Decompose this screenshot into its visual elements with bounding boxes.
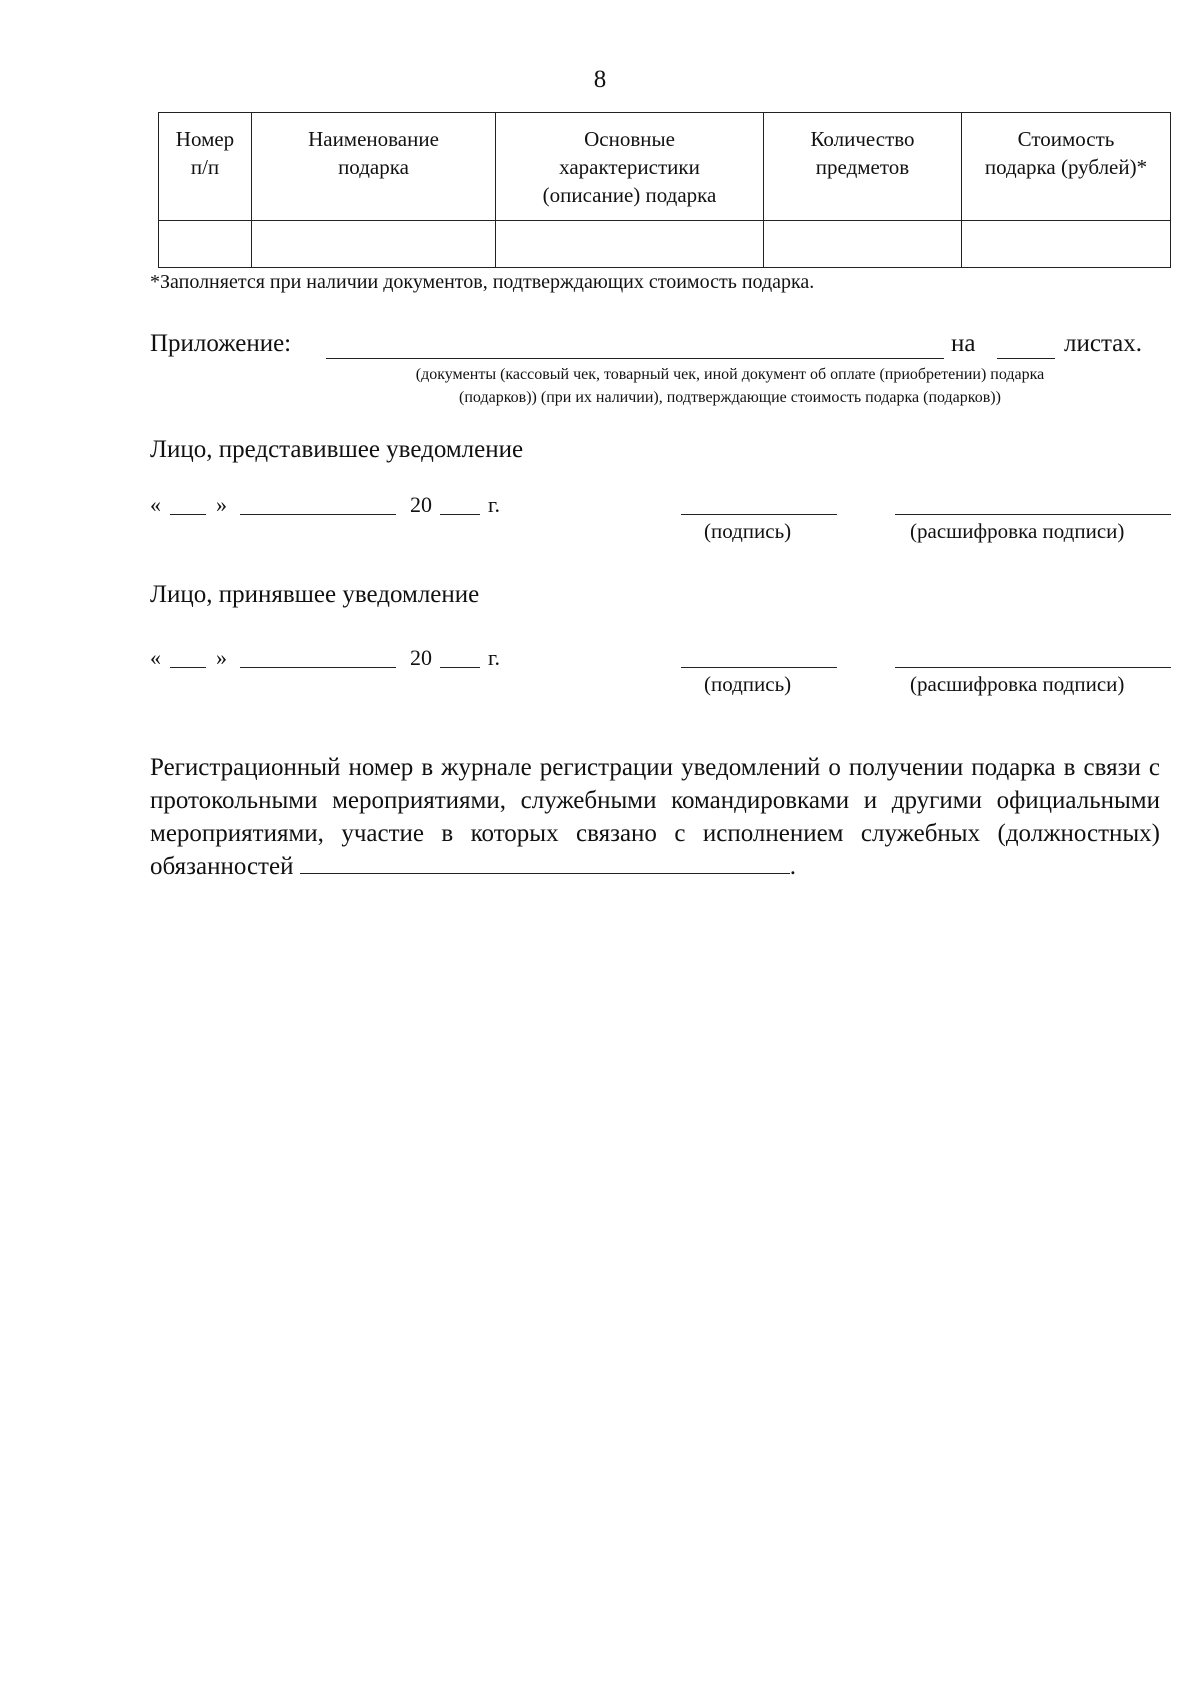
registration-end: . bbox=[789, 853, 796, 880]
header-text: подарка (рублей)* bbox=[984, 155, 1148, 179]
year-suffix: г. bbox=[488, 645, 501, 670]
quote-close: » bbox=[216, 645, 227, 670]
table-cell bbox=[159, 221, 252, 268]
day-blank bbox=[170, 667, 206, 668]
table-cell bbox=[764, 221, 962, 268]
header-description bbox=[496, 113, 764, 221]
header-text: (описание) подарка bbox=[542, 183, 717, 207]
header-text: Стоимость bbox=[1017, 127, 1115, 151]
year-suffix: г. bbox=[488, 492, 501, 517]
page-number: 8 bbox=[593, 66, 607, 93]
appendix-on-label: на bbox=[951, 330, 976, 357]
day-blank bbox=[170, 514, 206, 515]
quote-open: « bbox=[150, 492, 161, 517]
header-text: Количество bbox=[810, 127, 915, 151]
year-prefix: 20 bbox=[410, 645, 432, 670]
header-text: п/п bbox=[190, 155, 220, 179]
signature-decode-blank bbox=[895, 514, 1171, 515]
appendix-hint-line: (документы (кассовый чек, товарный чек, иной документ об оплате (приобретении) подарка bbox=[415, 366, 1045, 383]
header-text: Наименование bbox=[308, 127, 439, 151]
decode-caption: (расшифровка подписи) bbox=[910, 672, 1125, 696]
signature-caption: (подпись) bbox=[704, 672, 792, 696]
receiver-title: Лицо, принявшее уведомление bbox=[150, 581, 480, 608]
quote-close: » bbox=[216, 492, 227, 517]
appendix-label: Приложение: bbox=[150, 330, 292, 357]
gift-table bbox=[158, 112, 1171, 268]
header-text: Основные bbox=[584, 127, 675, 151]
signature-blank bbox=[681, 667, 837, 668]
submitter-title: Лицо, представившее уведомление bbox=[150, 436, 524, 463]
appendix-sheets-label: листах. bbox=[1064, 330, 1143, 357]
header-text: Номер bbox=[175, 127, 235, 151]
footnote: *Заполняется при наличии документов, подтверждающих стоимость подарка. bbox=[150, 271, 815, 293]
header-name bbox=[252, 113, 496, 221]
month-blank bbox=[240, 667, 396, 668]
year-prefix: 20 bbox=[410, 492, 432, 517]
signature-decode-blank bbox=[895, 667, 1171, 668]
header-quantity bbox=[764, 113, 962, 221]
table-cell bbox=[962, 221, 1171, 268]
signature-blank bbox=[681, 514, 837, 515]
appendix-sheets-count-blank bbox=[997, 358, 1055, 359]
header-text: подарка bbox=[338, 155, 409, 179]
year-blank bbox=[440, 514, 480, 515]
header-cost bbox=[962, 113, 1171, 221]
table-header-row bbox=[159, 113, 1171, 221]
year-blank bbox=[440, 667, 480, 668]
appendix-documents-blank bbox=[326, 358, 944, 359]
header-number bbox=[159, 113, 252, 221]
signature-caption: (подпись) bbox=[704, 519, 792, 543]
appendix-hint-line: (подарков)) (при их наличии), подтверждающие стоимость подарка (подарков)) bbox=[459, 389, 1001, 406]
registration-text: Регистрационный номер в журнале регистрации уведомлений о получении подарка в связи с протокольными мероприятиями, служебными командировками и другими официальными мероприятиями, участие в которых связано с исполнением служебных (должностных) обязанностей bbox=[150, 754, 1160, 880]
header-text: характеристики bbox=[559, 155, 700, 179]
decode-caption: (расшифровка подписи) bbox=[910, 519, 1125, 543]
registration-paragraph bbox=[150, 751, 1160, 883]
table-row bbox=[159, 221, 1171, 268]
month-blank bbox=[240, 514, 396, 515]
quote-open: « bbox=[150, 645, 161, 670]
registration-number-blank bbox=[300, 851, 790, 874]
header-text: предметов bbox=[815, 155, 910, 179]
table-cell bbox=[496, 221, 764, 268]
appendix-hint bbox=[320, 363, 1140, 409]
table-cell bbox=[252, 221, 496, 268]
